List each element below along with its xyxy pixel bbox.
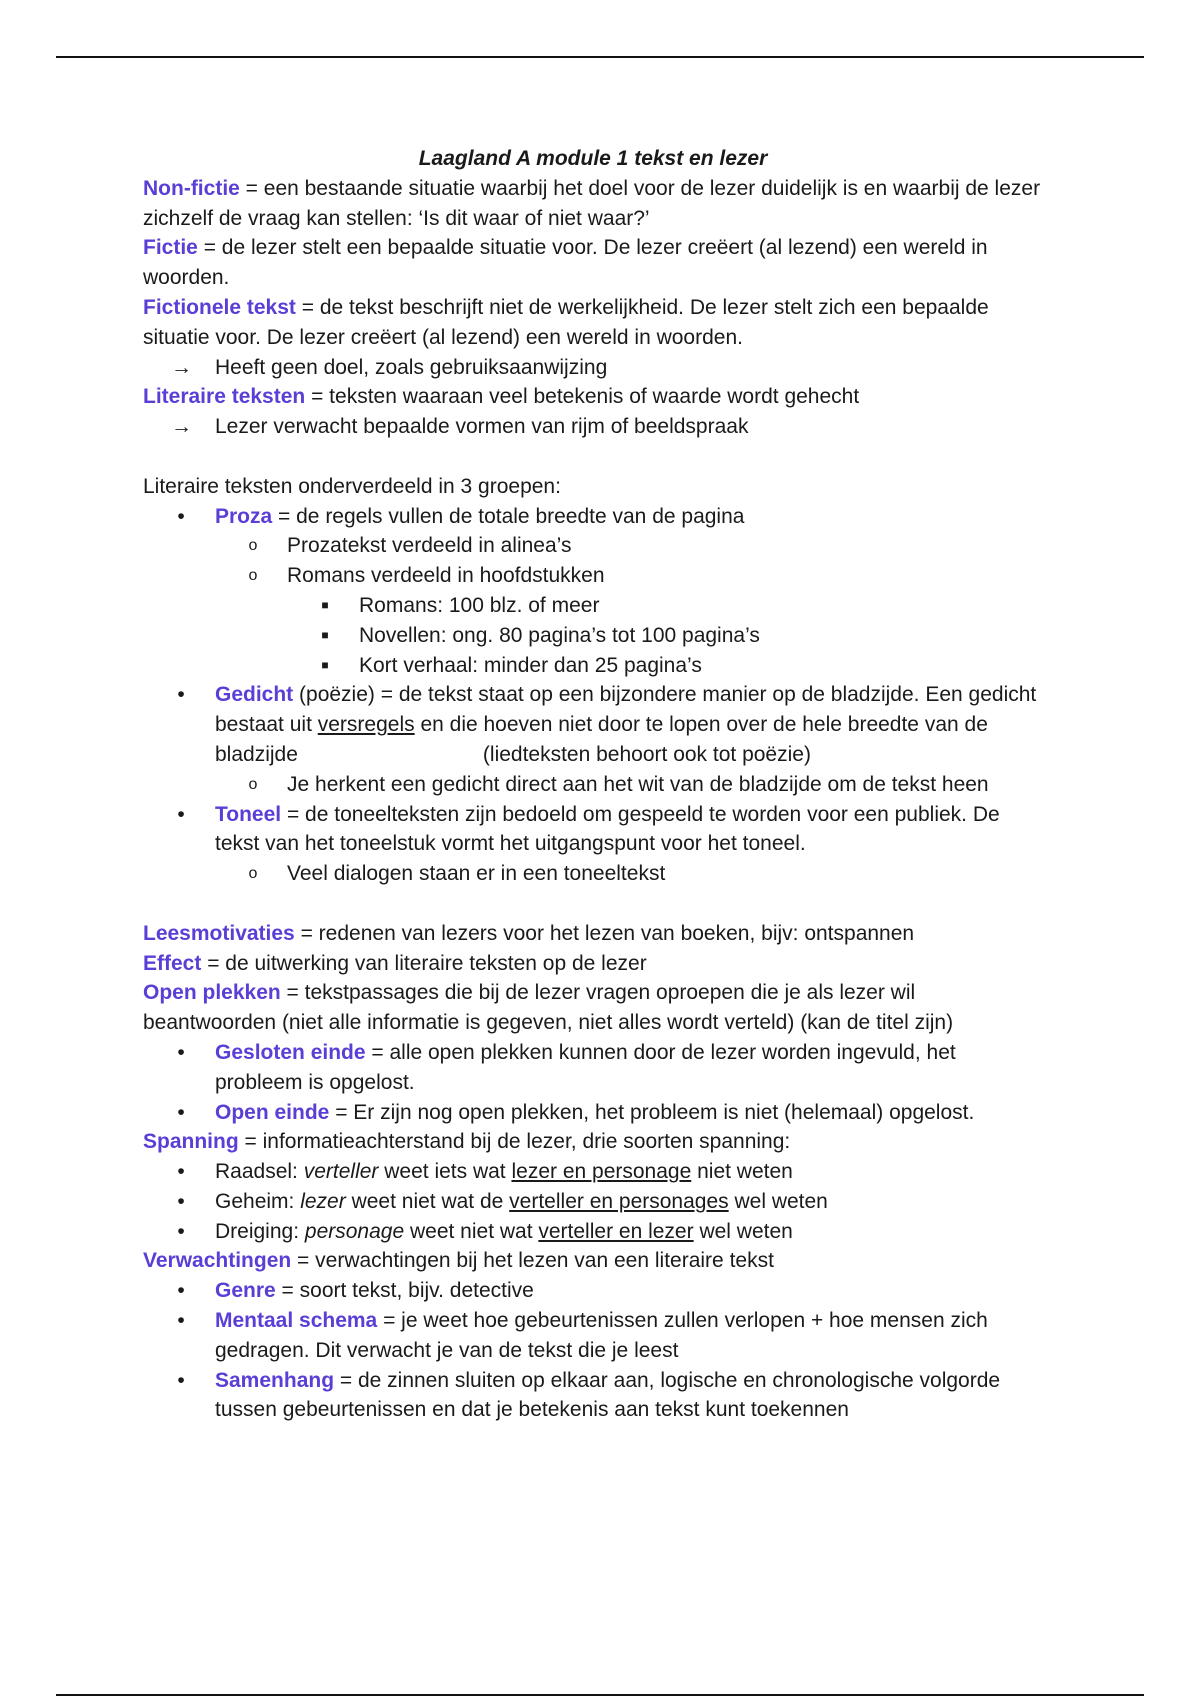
definition-text: = de tekst beschrijft niet de werkelijkheid. De lezer stelt zich een bepaalde situatie voor. De lezer creëert (al lezend) een wereld in woorden. — [143, 295, 989, 349]
term-non-fictie: Non-fictie — [143, 176, 240, 200]
definition-verwachtingen — [143, 1246, 1043, 1276]
italic-text: lezer — [300, 1189, 346, 1213]
list-item-mentaal-schema — [143, 1306, 1043, 1366]
sub-item — [143, 531, 1043, 561]
bullet-icon: • — [177, 1040, 185, 1064]
sub-item — [143, 561, 1043, 591]
term-open-einde: Open einde — [215, 1100, 330, 1124]
list-item-gesloten-einde — [143, 1038, 1043, 1098]
term-proza: Proza — [215, 504, 273, 528]
bullet-icon: • — [177, 802, 185, 826]
list-item-proza — [143, 502, 1043, 532]
sub-item-text: Prozatekst verdeeld in alinea’s — [287, 534, 572, 558]
term-leesmotivaties: Leesmotivaties — [143, 921, 295, 945]
item-text: weet niet wat — [404, 1219, 539, 1243]
definition-text: = soort tekst, bijv. detective — [275, 1279, 534, 1303]
term-mentaal-schema: Mentaal schema — [215, 1309, 378, 1333]
term-effect: Effect — [143, 951, 202, 975]
sub-item-text: Romans verdeeld in hoofdstukken — [287, 564, 605, 588]
groepen-intro: Literaire teksten onderverdeeld in 3 groepen: — [143, 474, 561, 498]
sub-item-text: Je herkent een gedicht direct aan het wit van de bladzijde om de tekst heen — [287, 772, 989, 796]
sub-sub-item-text: Kort verhaal: minder dan 25 pagina’s — [359, 653, 702, 677]
arrow-text: Heeft geen doel, zoals gebruiksaanwijzing — [215, 355, 608, 379]
arrow-item — [143, 353, 1043, 383]
term-fictie: Fictie — [143, 236, 198, 260]
definition-text: = teksten waaraan veel betekenis of waarde wordt gehecht — [305, 385, 860, 409]
definition-text: = informatieachterstand bij de lezer, drie soorten spanning: — [238, 1130, 791, 1154]
definition-non-fictie — [143, 174, 1043, 234]
sub-item — [143, 859, 1043, 889]
circle-bullet-icon: o — [248, 865, 258, 883]
square-bullet-icon: ■ — [321, 657, 329, 672]
definition-fictie — [143, 233, 1043, 293]
definition-text: = verwachtingen bij het lezen van een literaire tekst — [291, 1249, 774, 1273]
bullet-icon: • — [177, 1368, 185, 1392]
list-item-gedicht — [143, 680, 1043, 769]
definition-text: = alle open plekken kunnen door de lezer worden ingevuld, het probleem is opgelost. — [215, 1040, 956, 1094]
definition-literaire-teksten — [143, 382, 1043, 412]
term-open-plekken: Open plekken — [143, 981, 281, 1005]
item-text: weet iets wat — [378, 1160, 512, 1184]
bullet-icon: • — [177, 504, 185, 528]
definition-text: = de lezer stelt een bepaalde situatie voor. De lezer creëert (al lezend) een wereld in woorden. — [143, 236, 988, 290]
item-text: Raadsel: — [215, 1160, 304, 1184]
document-body — [143, 144, 1043, 1425]
circle-bullet-icon: o — [248, 775, 258, 793]
circle-bullet-icon: o — [248, 567, 258, 585]
term-gesloten-einde: Gesloten einde — [215, 1040, 366, 1064]
arrow-text: Lezer verwacht bepaalde vormen van rijm of beeldspraak — [215, 415, 749, 439]
italic-text: verteller — [303, 1160, 379, 1184]
term-toneel: Toneel — [215, 802, 282, 826]
sub-sub-item — [143, 591, 1043, 621]
definition-text: = de toneelteksten zijn bedoeld om gespeeld te worden voor een publiek. De tekst van het toneelstuk vormt het uitgangspunt voor het toneel. — [215, 802, 1000, 856]
bullet-icon: • — [177, 1160, 185, 1184]
term-fictionele-tekst: Fictionele tekst — [143, 295, 296, 319]
term-genre: Genre — [215, 1279, 276, 1303]
sub-item — [143, 770, 1043, 800]
arrow-icon: → — [171, 415, 192, 439]
bullet-icon: • — [177, 1219, 185, 1243]
item-text: wel weten — [693, 1219, 793, 1243]
underlined-text: lezer en personage — [511, 1160, 692, 1184]
definition-text: = de regels vullen de totale breedte van de pagina — [272, 504, 745, 528]
list-item-samenhang — [143, 1366, 1043, 1426]
sub-sub-item-text: Romans: 100 blz. of meer — [359, 593, 600, 617]
definition-effect — [143, 949, 1043, 979]
definition-text: (poëzie) = de tekst staat op een bijzondere manier op de bladzijde. Een gedicht bestaat uit — [215, 683, 1037, 737]
bullet-icon: • — [177, 683, 185, 707]
list-item-genre — [143, 1276, 1043, 1306]
list-item-geheim — [143, 1187, 1043, 1217]
document-title: Laagland A module 1 tekst en lezer — [418, 147, 768, 170]
item-text: weet niet wat de — [345, 1189, 510, 1213]
underlined-text: verteller en personages — [509, 1189, 729, 1213]
list-item-toneel — [143, 800, 1043, 860]
item-text: wel weten — [728, 1189, 828, 1213]
item-text: niet weten — [691, 1160, 793, 1184]
definition-text: = je weet hoe gebeurtenissen zullen verlopen + hoe mensen zich gedragen. Dit verwacht je van de tekst die je leest — [215, 1309, 988, 1362]
definition-leesmotivaties — [143, 919, 1043, 949]
circle-bullet-icon: o — [248, 537, 258, 555]
definition-open-plekken — [143, 978, 1043, 1038]
bullet-icon: • — [177, 1100, 185, 1124]
list-item-dreiging — [143, 1217, 1043, 1247]
sub-sub-item-text: Novellen: ong. 80 pagina’s tot 100 pagina’s — [359, 623, 760, 647]
sub-sub-item — [143, 651, 1043, 681]
bullet-icon: • — [177, 1189, 185, 1213]
term-verwachtingen: Verwachtingen — [143, 1249, 292, 1273]
term-literaire-teksten: Literaire teksten — [143, 385, 306, 409]
definition-text: = de zinnen sluiten op elkaar aan, logische en chronologische volgorde tussen gebeurtenissen en dat je betekenis aan tekst kunt toekennen — [215, 1368, 1001, 1422]
list-item-open-einde — [143, 1098, 1043, 1128]
term-samenhang: Samenhang — [215, 1368, 335, 1392]
bullet-icon: • — [177, 1279, 185, 1303]
definition-text: = een bestaande situatie waarbij het doel voor de lezer duidelijk is en waarbij de lezer zichzelf de vraag kan stellen: ‘Is dit waar of niet waar?’ — [143, 176, 1041, 230]
term-spanning: Spanning — [143, 1130, 239, 1154]
list-item-raadsel — [143, 1157, 1043, 1187]
definition-text: = tekstpassages die bij de lezer vragen oproepen die je als lezer wil beantwoorden (niet alle informatie is gegeven, niet alles wordt verteld) (kan de titel zijn) — [143, 981, 954, 1035]
arrow-icon: → — [171, 355, 192, 379]
square-bullet-icon: ■ — [321, 597, 329, 612]
underlined-text: versregels — [317, 713, 415, 737]
arrow-item — [143, 412, 1043, 442]
definition-fictionele-tekst — [143, 293, 1043, 353]
definition-text: = redenen van lezers voor het lezen van boeken, bijv: ontspannen — [294, 921, 915, 945]
sub-item-text: Veel dialogen staan er in een toneeltekst — [287, 862, 666, 886]
item-text: Dreiging: — [215, 1219, 305, 1243]
item-text: Geheim: — [215, 1189, 301, 1213]
definition-spanning — [143, 1127, 1043, 1157]
aside-text: (liedteksten behoort ook tot poëzie) — [482, 742, 811, 766]
definition-text: = Er zijn nog open plekken, het probleem is niet (helemaal) opgelost. — [329, 1100, 975, 1124]
bottom-rule — [56, 1694, 1144, 1696]
top-rule — [56, 56, 1144, 58]
sub-sub-item — [143, 621, 1043, 651]
underlined-text: verteller en lezer — [538, 1219, 694, 1243]
italic-text: personage — [304, 1219, 405, 1243]
bullet-icon: • — [177, 1309, 185, 1333]
square-bullet-icon: ■ — [321, 627, 329, 642]
definition-text: = de uitwerking van literaire teksten op de lezer — [201, 951, 647, 975]
term-gedicht: Gedicht — [215, 683, 294, 707]
definition-text: en die hoeven niet door te lopen over de hele breedte van de bladzijde — [215, 713, 988, 766]
